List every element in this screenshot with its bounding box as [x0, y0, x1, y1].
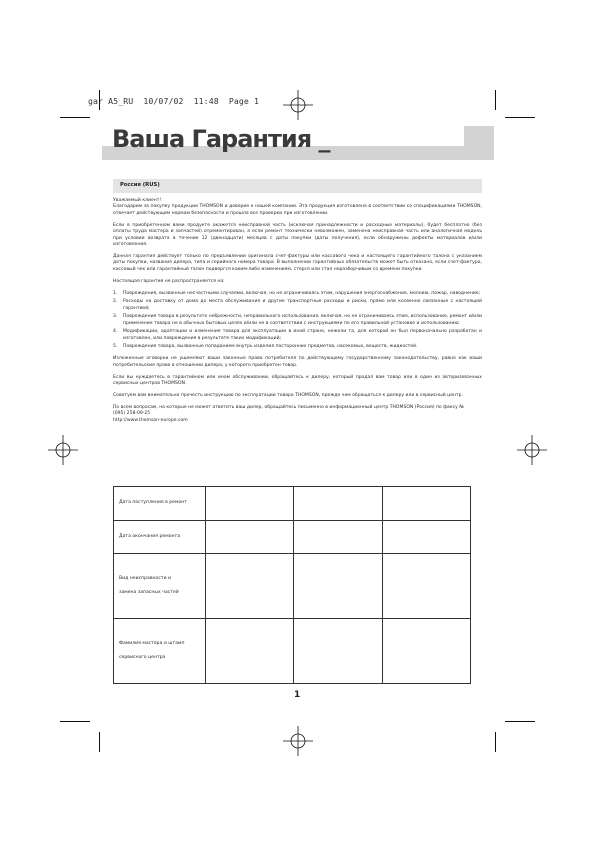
slug-file: gar A5_RU: [88, 96, 134, 106]
table-cell[interactable]: [206, 487, 294, 521]
intro-paragraph: [113, 198, 482, 217]
paragraph: Данная гарантия действует только по предъявлении оригинала счет-фактуры или кассового чека и настоящего гарантийного талона с указанием даты покупки, названия дилера, типа и серийного номера товара. В выполнении гарантийных обязательств может быть отказано, если счет-фактура, кассовый чек или гарантийный талон подвергся каким-либо изменениям, стерся или стал неразборчивым со времени покупки.: [113, 253, 482, 272]
paragraph: Изложенные оговорки не ущемляют ваши законные права потребителя по действующему государственному законодательству, равно как ваши потребительские права в отношении дилера, у которого приобретен товар.: [113, 356, 482, 368]
slug-time: 11:48: [193, 96, 219, 106]
crop-mark: [99, 732, 100, 752]
paragraph: Советуем вам внимательно прочесть инструкцию по эксплуатации товара THOMSON, прежде чем обращаться к дилеру или в сервисный центр.: [113, 392, 463, 398]
row-label: Дата окончания ремонта: [114, 520, 206, 554]
table-cell[interactable]: [294, 487, 382, 521]
list-text: Расходы на доставку от дома до места обслуживания и другие транспортные расходы и риски, прямо или косвенно связанные с настоящей гарантией;: [123, 299, 482, 311]
crop-mark: [495, 90, 496, 110]
crop-mark: [505, 721, 535, 722]
list-text: Модификации, адаптации и изменения товара для эксплуатации в иной стране, нежели та, для которой он был первоначально разработан и изготовлен, или повреждения в результате таких модификаций;: [123, 329, 482, 341]
paragraph: Если вы нуждаетесь в гарантийном или ином обслуживании, обращайтесь к дилеру, который продал вам товар или в один из авторизованных сервисных центров THOMSON.: [113, 374, 482, 387]
registration-mark-icon: [283, 726, 313, 756]
slug-page: Page 1: [228, 96, 260, 106]
greeting: Уважаемый клиент!: [113, 198, 162, 203]
table-cell[interactable]: [382, 619, 470, 684]
table-cell[interactable]: [206, 619, 294, 684]
title-band-corner: [464, 126, 494, 160]
exclusions-list: [113, 291, 482, 351]
table-cell[interactable]: [294, 619, 382, 684]
list-text: Повреждения товара в результате небрежности, неправильного использования, включая, но не ограничиваясь этим, использование, ремонт и/или применение товара не в обычных бытовых целях и/или не в соответствии с инструкциями по его правильной установке и использованию;: [123, 314, 482, 326]
table-cell[interactable]: [206, 520, 294, 554]
row-label: Вид неисправности и замена запасных частей: [114, 554, 206, 619]
table-row: [114, 619, 471, 684]
paragraph: По всем вопросам, на которые не может ответить ваш дилер, обращайтесь письменно в информационный центр THOMSON (Россия) по факсу №: [113, 404, 464, 410]
crop-mark: [495, 732, 496, 752]
table-cell[interactable]: [206, 554, 294, 619]
table-cell[interactable]: [294, 520, 382, 554]
printer-slug-line: [88, 96, 259, 106]
list-item: [113, 299, 482, 312]
table-cell[interactable]: [382, 520, 470, 554]
registration-mark-icon: [48, 435, 78, 465]
country-label: Россия (RUS): [120, 182, 160, 188]
table-row: [114, 520, 471, 554]
table-row: [114, 487, 471, 521]
table-cell[interactable]: [382, 554, 470, 619]
page-number: 1: [294, 690, 301, 700]
row-label: Дата поступления в ремонт: [114, 487, 206, 521]
website-link[interactable]: http://www.thomson-europe.com: [113, 417, 188, 423]
contact-paragraph: [113, 405, 482, 424]
crop-mark: [505, 117, 535, 118]
paragraph: Настоящая гарантия не распространяется на:: [113, 278, 225, 284]
registration-mark-icon: [517, 435, 547, 465]
warranty-body: [113, 198, 482, 430]
list-number: 2.: [113, 299, 118, 305]
list-number: 4.: [113, 329, 118, 335]
crop-mark: [60, 721, 90, 722]
list-item: [113, 329, 482, 342]
fax-number: (095) 258-09-25: [113, 411, 151, 417]
slug-date: 10/07/02: [143, 96, 184, 106]
crop-mark: [99, 90, 100, 110]
table-cell[interactable]: [382, 487, 470, 521]
list-item: [113, 291, 482, 297]
country-bar: [113, 179, 482, 193]
registration-mark-icon: [283, 90, 313, 120]
repair-record-table: [113, 486, 471, 684]
list-text: Повреждения товара, вызванные попаданием внутрь изделия посторонних предметов, насекомых, веществ, жидкостей.: [123, 344, 418, 350]
table-cell[interactable]: [294, 554, 382, 619]
page-title: Ваша Гарантия _: [112, 125, 330, 153]
list-number: 1.: [113, 290, 118, 296]
row-label: Фамилия мастера и штамп сервисного центра: [114, 619, 206, 684]
list-number: 3.: [113, 314, 118, 320]
crop-mark: [60, 117, 90, 118]
paragraph: Благодарим за покупку продукции THOMSON и доверие к нашей компании. Эта продукция изготовлена в соответствии со спецификациями THOMSON, отвечает действующим нормам безопасности и прошла все проверки при изготовлении.: [113, 204, 482, 216]
list-text: Повреждения, вызванные несчастными случаями, включая, но не ограничиваясь этим, нарушения энергоснабжения, молнию, пожар, наводнение;: [123, 290, 481, 296]
table-row: [114, 554, 471, 619]
list-number: 5.: [113, 344, 118, 350]
paragraph: Если в приобретенном вами продукте окажется неисправной часть (исключая принадлежности и расходные материалы), будет бесплатно (без оплаты труда мастера и запчастей) отремонтирован, а если ремонт технически невозможен, заменена неисправная часть или аналогичная модель при условии возврата в течение 12 (двенадцати) месяцев с даты покупки (даты получения), если обнаружены дефекты материалов и/или изготовления.: [113, 222, 482, 248]
list-item: [113, 314, 482, 327]
list-item: [113, 344, 482, 350]
